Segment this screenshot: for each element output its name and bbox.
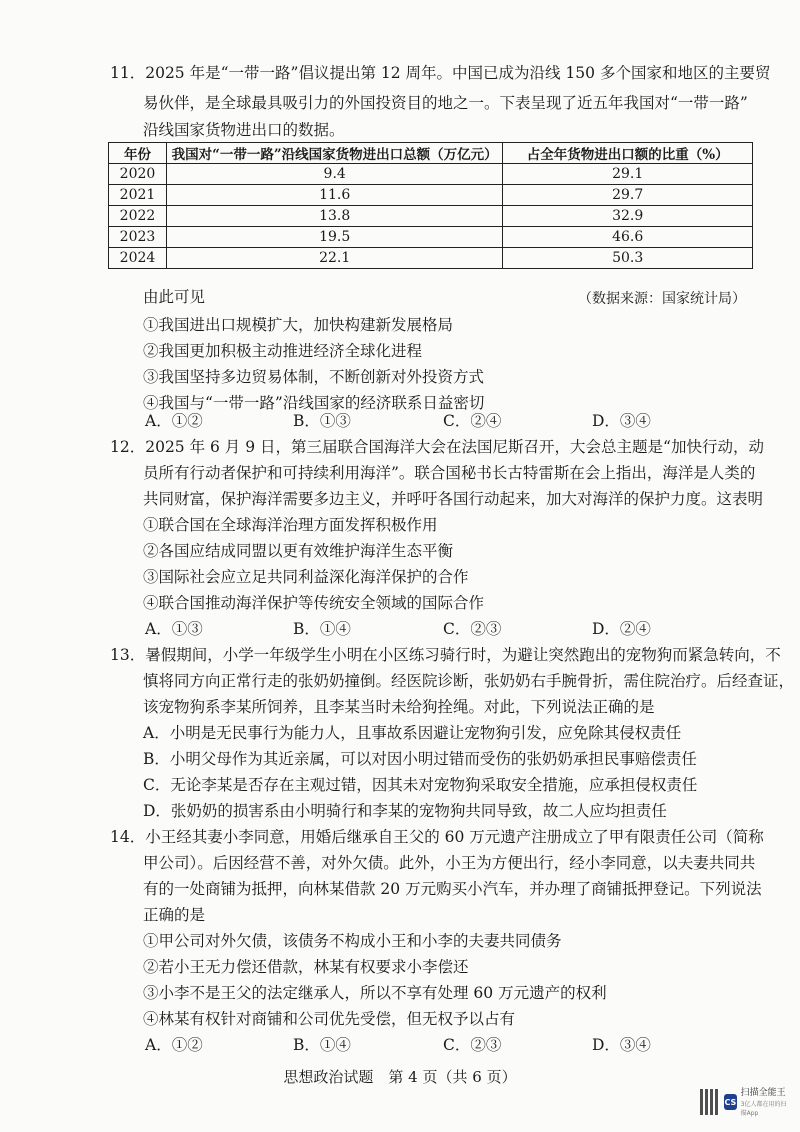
cell-total: 13.8	[166, 206, 502, 227]
page-footer: 思想政治试题 第 4 页（共 6 页）	[283, 1068, 517, 1086]
watermark-title: 扫描全能王	[740, 1087, 786, 1098]
q11-option-b[interactable]: B．①③	[293, 412, 351, 430]
q12-statement-2: ②各国应结成同盟以更有效维护海洋生态平衡	[143, 542, 454, 560]
table-header-row	[109, 143, 753, 164]
q14-stem-line-3: 有的一处商铺为抵押，向林某借款 20 万元购买小汽车，并办理了商铺抵押登记。下列说法	[143, 880, 762, 898]
q11-stem-line-3: 沿线国家货物进出口的数据。	[143, 121, 345, 139]
cell-total: 19.5	[166, 227, 502, 248]
q14-statement-2: ②若小王无力偿还借款，林某有权要求小李偿还	[143, 958, 469, 976]
cell-year: 2022	[109, 206, 167, 227]
q12-statement-4: ④联合国推动海洋保护等传统安全领域的国际合作	[143, 594, 485, 612]
q11-data-source: （数据来源：国家统计局）	[578, 291, 746, 307]
table-row	[109, 164, 753, 185]
cell-total: 9.4	[166, 164, 502, 185]
q13-stem-line-2: 慎将同方向正常行走的张奶奶撞倒。经医院诊断，张奶奶右手腕骨折，需住院治疗。后经查证，	[143, 672, 795, 690]
header-year: 年份	[109, 143, 167, 164]
q13-option-a[interactable]: A．小明是无民事行为能力人，且事故系因避让宠物狗引发，应免除其侵权责任	[143, 724, 682, 742]
q11-option-d[interactable]: D．③④	[592, 412, 651, 430]
q11-statement-2: ②我国更加积极主动推进经济全球化进程	[143, 342, 423, 360]
q11-statement-3: ③我国坚持多边贸易体制，不断创新对外投资方式	[143, 368, 485, 386]
q14-stem-line-2: 甲公司）。后因经营不善，对外欠债。此外，小王为方便出行，经小李同意，以夫妻共同共	[143, 854, 756, 872]
table-row	[109, 206, 753, 227]
q11-statement-1: ①我国进出口规模扩大，加快构建新发展格局	[143, 316, 454, 334]
cell-total: 11.6	[166, 185, 502, 206]
cell-year: 2020	[109, 164, 167, 185]
q14-option-c[interactable]: C．②③	[443, 1036, 502, 1054]
q11-option-c[interactable]: C．②④	[443, 412, 502, 430]
table-row	[109, 185, 753, 206]
q12-stem-line-1: 12．2025 年 6 月 9 日，第三届联合国海洋大会在法国尼斯召开，大会总主题是“加快行动，动	[110, 438, 764, 456]
q12-statement-3: ③国际社会应立足共同利益深化海洋保护的合作	[143, 568, 469, 586]
q14-option-a[interactable]: A．①②	[145, 1036, 203, 1054]
qr-code-icon	[700, 1089, 720, 1115]
q11-data-table	[108, 142, 753, 269]
cell-share: 32.9	[503, 206, 753, 227]
q12-option-c[interactable]: C．②③	[443, 620, 502, 638]
cell-share: 50.3	[503, 248, 753, 269]
q12-option-b[interactable]: B．①④	[293, 620, 351, 638]
cs-logo-icon: CS	[724, 1094, 736, 1110]
q13-stem-line-1: 13．暑假期间，小学一年级学生小明在小区练习骑行时，为避让突然跑出的宠物狗而紧急转向，不	[110, 646, 781, 664]
q11-stem-line-2: 易伙伴，是全球最具吸引力的外国投资目的地之一。下表呈现了近五年我国对“一带一路”	[143, 94, 748, 112]
cell-total: 22.1	[166, 248, 502, 269]
cell-share: 29.1	[503, 164, 753, 185]
q11-option-a[interactable]: A．①②	[145, 412, 203, 430]
q11-lead: 由此可见	[143, 288, 206, 306]
q14-option-d[interactable]: D．③④	[592, 1036, 651, 1054]
q14-statement-3: ③小李不是王父的法定继承人，所以不享有处理 60 万元遗产的权利	[143, 984, 607, 1002]
q11-statement-4: ④我国与“一带一路”沿线国家的经济联系日益密切	[143, 394, 485, 412]
q12-option-a[interactable]: A．①③	[145, 620, 203, 638]
q13-option-d[interactable]: D．张奶奶的损害系由小明骑行和李某的宠物狗共同导致，故二人应均担责任	[143, 802, 667, 820]
q11-stem-line-1: 11．2025 年是“一带一路”倡议提出第 12 周年。中国已成为沿线 150 多个国家和地区的主要贸	[110, 64, 771, 82]
table-row	[109, 248, 753, 269]
cell-year: 2024	[109, 248, 167, 269]
cell-share: 46.6	[503, 227, 753, 248]
watermark-subtitle: 3亿人都在用的扫描App	[740, 1100, 787, 1117]
header-total: 我国对“一带一路”沿线国家货物进出口总额（万亿元）	[166, 143, 502, 164]
q13-option-c[interactable]: C．无论李某是否存在主观过错，因其未对宠物狗采取安全措施，应承担侵权责任	[143, 776, 698, 794]
q12-statement-1: ①联合国在全球海洋治理方面发挥积极作用	[143, 516, 438, 534]
q14-statement-4: ④林某有权针对商铺和公司优先受偿，但无权予以占有	[143, 1010, 516, 1028]
q14-option-b[interactable]: B．①④	[293, 1036, 351, 1054]
cell-share: 29.7	[503, 185, 753, 206]
header-share: 占全年货物进出口额的比重（%）	[503, 143, 753, 164]
q12-stem-line-3: 共同财富，保护海洋需要多边主义，并呼吁各国行动起来，加大对海洋的保护力度。这表明	[143, 490, 764, 508]
q13-stem-line-3: 该宠物狗系李某所饲养，且李某当时未给狗拴绳。对此，下列说法正确的是	[143, 698, 655, 716]
q14-stem-line-4: 正确的是	[143, 906, 206, 924]
scanner-watermark	[700, 1085, 790, 1119]
q12-option-d[interactable]: D．②④	[592, 620, 651, 638]
cell-year: 2023	[109, 227, 167, 248]
cell-year: 2021	[109, 185, 167, 206]
table-row	[109, 227, 753, 248]
q14-statement-1: ①甲公司对外欠债，该债务不构成小王和小李的夫妻共同债务	[143, 932, 562, 950]
q14-stem-line-1: 14．小王经其妻小李同意，用婚后继承自王父的 60 万元遗产注册成立了甲有限责任公司（简称	[110, 828, 764, 846]
q13-option-b[interactable]: B．小明父母作为其近亲属，可以对因小明过错而受伤的张奶奶承担民事赔偿责任	[143, 750, 697, 768]
q12-stem-line-2: 员所有行动者保护和可持续利用海洋”。联合国秘书长古特雷斯在会上指出，海洋是人类的	[143, 464, 756, 482]
